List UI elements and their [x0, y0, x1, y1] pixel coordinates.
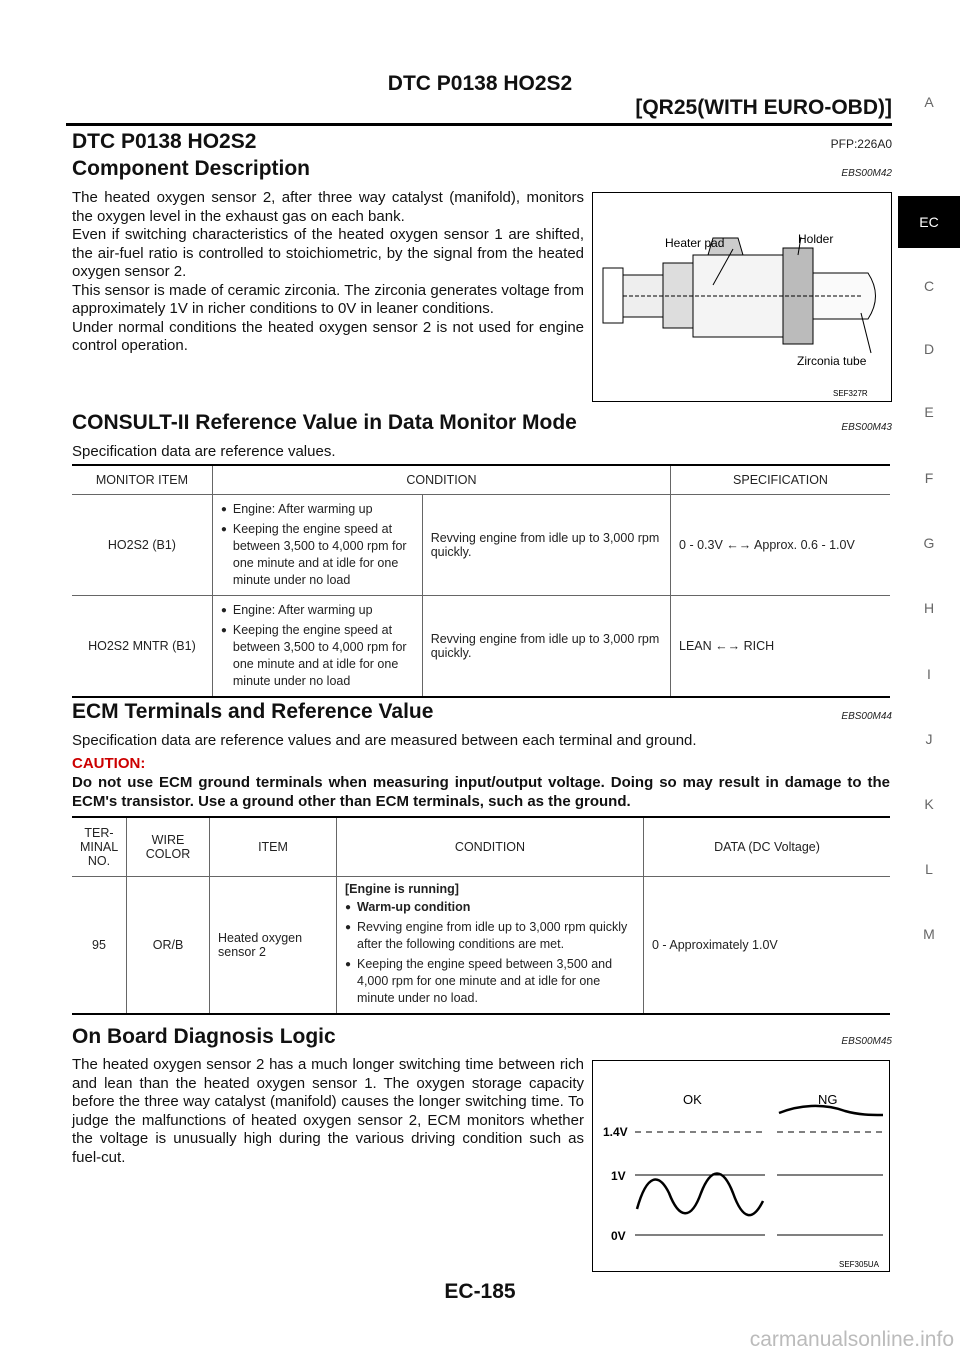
running-header-title: DTC P0138 HO2S2 — [387, 72, 573, 95]
condition-head: [Engine is running] — [345, 882, 459, 896]
caution-body: Do not use ECM ground terminals when measuring input/output voltage. Doing so may result in damage to the ECM's transistor. Use a ground other than ECM terminals, such as the ground. — [72, 774, 890, 810]
sensor-figure — [592, 192, 892, 402]
monitor-item: HO2S2 MNTR (B1) — [72, 596, 212, 698]
side-tab-j[interactable]: J — [925, 731, 933, 747]
side-tab-l[interactable]: L — [925, 861, 933, 877]
label-0v: 0V — [611, 1229, 626, 1243]
condition-bullet: ● Keeping the engine speed between 3,500 and 4,000 rpm for one minute and at idle for one minute under no load. — [345, 956, 635, 1007]
header-rule — [66, 123, 892, 126]
label-1-4v: 1.4V — [603, 1125, 628, 1139]
side-tab-i[interactable]: I — [927, 666, 931, 682]
side-tab-ec[interactable]: EC — [898, 196, 960, 248]
ecm-note: Specification data are reference values and are measured between each terminal and ground. — [72, 732, 697, 749]
col-wire-color: WIRE COLOR — [127, 817, 210, 877]
running-header-subtitle: [QR25(WITH EURO-OBD)] — [635, 96, 892, 119]
label-ok: OK — [683, 1092, 702, 1107]
label-ng: NG — [818, 1092, 838, 1107]
obd-code: EBS00M45 — [841, 1036, 892, 1047]
consult-table — [72, 464, 890, 698]
component-para-2: Even if switching characteristics of the heated oxygen sensor 1 are shifted, the air-fuel ratio is controlled to stoichiometric, by the signal from the heated oxygen sensor 2. — [72, 226, 584, 280]
label-holder: Holder — [798, 232, 834, 246]
terminal-no: 95 — [72, 877, 127, 1015]
ecm-code: EBS00M44 — [841, 711, 892, 722]
specification-value: LEAN ←→ RICH — [671, 596, 890, 698]
label-1v: 1V — [611, 1169, 626, 1183]
voltage-figure — [592, 1060, 890, 1272]
component-para-1: The heated oxygen sensor 2, after three way catalyst (manifold), monitors the oxygen level in the exhaust gas on each bank. — [72, 189, 584, 225]
figure-id-sef305ua: SEF305UA — [839, 1260, 880, 1269]
component-code: EBS00M42 — [841, 168, 892, 179]
side-tab-e[interactable]: E — [924, 404, 934, 420]
sensor-illustration — [593, 193, 891, 401]
col-condition: CONDITION — [337, 817, 644, 877]
voltage-waveform — [593, 1061, 889, 1271]
ecm-table — [72, 816, 890, 1015]
table-row — [72, 877, 890, 1015]
sensor-wire-end — [603, 268, 623, 323]
condition-bullet: ● Keeping the engine speed at between 3,500 to 4,000 rpm for one minute and at idle for one minute under no load — [221, 622, 414, 690]
side-tab-m[interactable]: M — [923, 926, 935, 942]
page-number: EC-185 — [444, 1280, 516, 1303]
col-condition: CONDITION — [212, 465, 670, 495]
ok-sine-wave — [637, 1174, 763, 1216]
col-item: ITEM — [210, 817, 337, 877]
condition-bullet: ● Engine: After warming up — [221, 501, 414, 518]
component-para-3: This sensor is made of ceramic zirconia. The zirconia generates voltage from approximately 1V in richer conditions to 0V in leaner conditions. — [72, 281, 584, 317]
watermark: carmanualsonline.info — [749, 1328, 954, 1351]
component-text — [72, 189, 584, 356]
col-specification: SPECIFICATION — [671, 465, 890, 495]
col-monitor-item: MONITOR ITEM — [72, 465, 212, 495]
condition-action: Revving engine from idle up to 3,000 rpm quickly. — [422, 495, 670, 596]
condition-bullet: ● Revving engine from idle up to 3,000 rpm quickly after the following conditions are met. — [345, 919, 635, 953]
component-para-4: Under normal conditions the heated oxygen sensor 2 is not used for engine control operation. — [72, 318, 584, 354]
ng-high-line — [779, 1106, 883, 1115]
label-heater-pad: Heater pad — [665, 236, 725, 250]
table-row — [72, 495, 890, 596]
side-tab-k[interactable]: K — [924, 796, 934, 812]
section-code: PFP:226A0 — [830, 137, 892, 151]
data-value: 0 - Approximately 1.0V — [644, 877, 891, 1015]
condition-bullet: ● Engine: After warming up — [221, 602, 414, 619]
side-tab-a[interactable]: A — [924, 94, 934, 110]
caution-title: CAUTION: — [72, 755, 146, 772]
side-tab-f[interactable]: F — [924, 470, 934, 486]
consult-note: Specification data are reference values. — [72, 443, 336, 460]
component-heading: Component Description — [72, 157, 311, 180]
col-terminal-no: TER-MINAL NO. — [72, 817, 127, 877]
col-data: DATA (DC Voltage) — [644, 817, 891, 877]
item-name: Heated oxygen sensor 2 — [210, 877, 337, 1015]
ecm-heading: ECM Terminals and Reference Value — [72, 700, 434, 723]
specification-value: 0 - 0.3V ←→ Approx. 0.6 - 1.0V — [671, 495, 890, 596]
side-tab-g[interactable]: G — [923, 535, 935, 551]
consult-code: EBS00M43 — [841, 422, 892, 433]
table-row — [72, 596, 890, 698]
obd-text: The heated oxygen sensor 2 has a much longer switching time between rich and lean than the heated oxygen sensor 1. The oxygen storage capacity before the three way catalyst (manifold) causes the longer switching time. To judge the malfunctions of heated oxygen sensor 2, ECM monitors whether the voltage is unusually high during the various driving condition such as fuel-cut. — [72, 1056, 584, 1166]
label-zirconia-tube: Zirconia tube — [797, 354, 867, 368]
condition-bullet: ● Keeping the engine speed at between 3,500 to 4,000 rpm for one minute and at idle for one minute under no load — [221, 521, 414, 589]
figure-id-sef327r: SEF327R — [833, 389, 868, 398]
side-tab-h[interactable]: H — [923, 600, 935, 616]
consult-heading: CONSULT-II Reference Value in Data Monitor Mode — [72, 411, 577, 434]
side-tab-d[interactable]: D — [923, 341, 935, 357]
monitor-item: HO2S2 (B1) — [72, 495, 212, 596]
section-title: DTC P0138 HO2S2 — [72, 130, 257, 153]
side-tab-c[interactable]: C — [923, 278, 935, 294]
condition-action: Revving engine from idle up to 3,000 rpm quickly. — [422, 596, 670, 698]
wire-color: OR/B — [127, 877, 210, 1015]
condition-bullet: ● Warm-up condition — [345, 899, 635, 916]
obd-heading: On Board Diagnosis Logic — [72, 1025, 336, 1048]
